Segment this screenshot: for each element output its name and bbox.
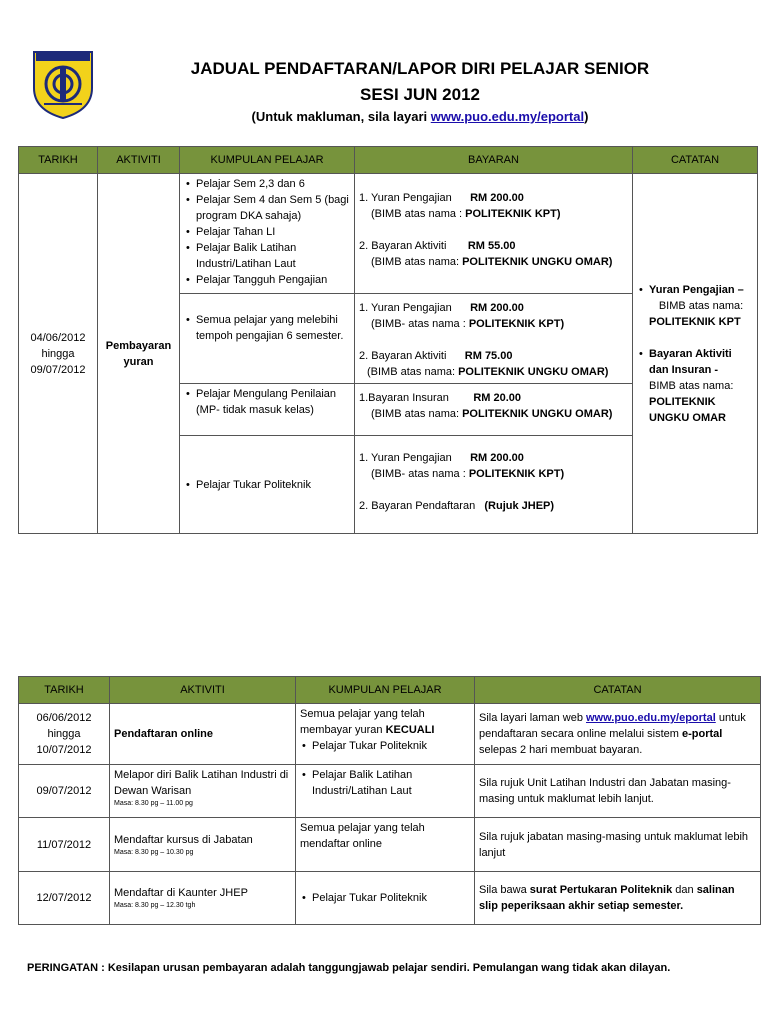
kumpulan-cell: Semua pelajar yang telah mendaftar online bbox=[296, 818, 475, 872]
catatan-bold: surat Pertukaran Politeknik bbox=[529, 884, 673, 896]
catatan-pre: Sila bawa bbox=[479, 884, 530, 896]
list-item: • Pelajar Balik Latihan Industri/Latihan Laut bbox=[312, 767, 470, 799]
payment-item bbox=[359, 390, 628, 406]
payee: POLITEKNIK UNGKU OMAR) bbox=[462, 408, 613, 420]
table-row bbox=[19, 174, 758, 294]
registration-schedule-table bbox=[18, 676, 761, 925]
list-item: • Pelajar Mengulang Penilaian (MP- tidak masuk kelas) bbox=[196, 386, 350, 418]
col-catatan: CATATAN bbox=[633, 147, 758, 174]
bayaran-cell bbox=[355, 294, 633, 384]
table-row bbox=[19, 872, 761, 925]
payment-note bbox=[359, 316, 628, 332]
list-item: • Pelajar Tukar Politeknik bbox=[312, 890, 470, 906]
kumpulan-cell bbox=[296, 872, 475, 925]
payment-note bbox=[359, 364, 628, 380]
payment-item bbox=[359, 238, 628, 254]
payment-label: 1.Bayaran Insuran bbox=[359, 392, 449, 404]
table-row bbox=[19, 818, 761, 872]
col-aktiviti: AKTIVITI bbox=[98, 147, 180, 174]
kumpulan-cell bbox=[180, 384, 355, 436]
catatan-cell: Sila rujuk Unit Latihan Industri dan Jabatan masing-masing untuk maklumat lebih lanjut. bbox=[475, 765, 761, 818]
kumpulan-text bbox=[300, 706, 470, 738]
payment-item bbox=[359, 190, 628, 206]
date-sep: hingga bbox=[41, 347, 75, 360]
note-text: (BIMB- atas nama : bbox=[371, 318, 469, 330]
payment-label: 2. Bayaran Pendaftaran bbox=[359, 500, 476, 512]
payment-amount: RM 75.00 bbox=[464, 350, 513, 362]
note-text: (BIMB atas nama: bbox=[371, 256, 463, 268]
aktiviti-cell bbox=[98, 174, 180, 534]
kumpulan-cell bbox=[296, 765, 475, 818]
payee: POLITEKNIK KPT) bbox=[465, 208, 561, 220]
aktiviti-cell: Pendaftaran online bbox=[110, 704, 296, 765]
payment-label: 2. Bayaran Aktiviti bbox=[359, 240, 447, 252]
kumpulan-exception: KECUALI bbox=[385, 724, 435, 736]
note-text: (BIMB atas nama: bbox=[371, 408, 463, 420]
payment-amount: RM 55.00 bbox=[467, 240, 516, 252]
col-catatan: CATATAN bbox=[475, 677, 761, 704]
tarikh-cell: 11/07/2012 bbox=[19, 818, 110, 872]
payment-note bbox=[359, 466, 628, 482]
payment-item bbox=[359, 348, 628, 364]
info-line bbox=[120, 109, 720, 124]
kumpulan-cell bbox=[180, 436, 355, 534]
tarikh-cell bbox=[19, 174, 98, 534]
payment-amount: RM 20.00 bbox=[473, 392, 522, 404]
info-post: ) bbox=[584, 109, 589, 124]
payment-note bbox=[359, 254, 628, 270]
catatan-title: • Bayaran Aktiviti dan Insuran - bbox=[649, 347, 732, 376]
payee: POLITEKNIK KPT) bbox=[468, 318, 565, 330]
list-item: • Pelajar Tukar Politeknik bbox=[312, 738, 470, 754]
list-item: • Pelajar Sem 2,3 dan 6 bbox=[196, 176, 350, 192]
catatan-pre: Sila layari laman web bbox=[479, 712, 586, 724]
payment-label: 1. Yuran Pengajian bbox=[359, 452, 452, 464]
payee: POLITEKNIK UNGKU OMAR) bbox=[458, 366, 609, 378]
catatan-cell bbox=[633, 174, 758, 534]
aktiviti-cell bbox=[110, 872, 296, 925]
list-item: • Semua pelajar yang melebihi tempoh pengajian 6 semester. bbox=[196, 312, 350, 344]
tarikh-cell: 12/07/2012 bbox=[19, 872, 110, 925]
table-row bbox=[19, 765, 761, 818]
catatan-cell bbox=[475, 704, 761, 765]
tarikh-cell: 09/07/2012 bbox=[19, 765, 110, 818]
catatan-mid: dan bbox=[672, 884, 697, 896]
kumpulan-cell bbox=[180, 294, 355, 384]
catatan-payee: POLITEKNIK UNGKU OMAR bbox=[649, 395, 726, 424]
col-tarikh: TARIKH bbox=[19, 147, 98, 174]
list-item: • Pelajar Sem 4 dan Sem 5 (bagi program DKA sahaja) bbox=[196, 192, 350, 224]
payment-amount: (Rujuk JHEP) bbox=[484, 500, 555, 512]
aktiviti-text: Mendaftar di Kaunter JHEP bbox=[114, 887, 248, 899]
table-row bbox=[19, 704, 761, 765]
col-kumpulan: KUMPULAN PELAJAR bbox=[296, 677, 475, 704]
note-text: (BIMB atas nama: bbox=[367, 366, 459, 378]
catatan-line: BIMB atas nama: bbox=[658, 299, 744, 312]
info-pre: (Untuk makluman, sila layari bbox=[251, 109, 431, 124]
payment-label: 1. Yuran Pengajian bbox=[359, 192, 452, 204]
masa-text: Masa: 8.30 pg – 10.30 pg bbox=[114, 848, 194, 856]
fee-payment-table bbox=[18, 146, 758, 534]
note-text: (BIMB atas nama : bbox=[371, 208, 466, 220]
col-aktiviti: AKTIVITI bbox=[110, 677, 296, 704]
payment-item bbox=[359, 498, 628, 514]
tarikh-cell bbox=[19, 704, 110, 765]
list-item: • Pelajar Tahan LI bbox=[196, 224, 350, 240]
aktiviti-cell bbox=[110, 818, 296, 872]
payment-item bbox=[359, 300, 628, 316]
catatan-mid: untuk pendaftaran secara online melalui sistem bbox=[479, 712, 746, 740]
catatan-payee: POLITEKNIK KPT bbox=[649, 315, 741, 328]
warning-note: PERINGATAN : Kesilapan urusan pembayaran adalah tanggungjawab pelajar sendiri. Pemulangan wang tidak akan dilayan. bbox=[27, 962, 671, 974]
catatan-bold: e-portal bbox=[682, 728, 723, 740]
table-header-row bbox=[19, 677, 761, 704]
kumpulan-cell bbox=[296, 704, 475, 765]
col-bayaran: BAYARAN bbox=[355, 147, 633, 174]
payment-amount: RM 200.00 bbox=[470, 302, 524, 314]
date-start: 06/06/2012 bbox=[36, 712, 92, 724]
payment-label: 2. Bayaran Aktiviti bbox=[359, 350, 447, 362]
politeknik-crest-logo bbox=[30, 48, 96, 120]
aktiviti-cell bbox=[110, 765, 296, 818]
payment-label: 1. Yuran Pengajian bbox=[359, 302, 452, 314]
kumpulan-cell bbox=[180, 174, 355, 294]
date-start: 04/06/2012 bbox=[30, 331, 86, 344]
payee: POLITEKNIK UNGKU OMAR) bbox=[462, 256, 613, 268]
date-end: 10/07/2012 bbox=[36, 744, 92, 756]
payee: POLITEKNIK KPT) bbox=[468, 468, 565, 480]
eportal-link[interactable]: www.puo.edu.my/eportal bbox=[586, 712, 716, 724]
catatan-line: BIMB atas nama: bbox=[649, 379, 734, 392]
payment-amount: RM 200.00 bbox=[470, 192, 524, 204]
masa-text: Masa: 8.30 pg – 11.00 pg bbox=[114, 800, 193, 807]
aktiviti-line1: Pembayaran bbox=[105, 339, 172, 352]
catatan-title: • Yuran Pengajian – bbox=[649, 283, 744, 296]
bayaran-cell bbox=[355, 384, 633, 436]
aktiviti-text: Melapor diri Balik Latihan Industri di Dewan Warisan bbox=[114, 769, 289, 797]
bayaran-cell bbox=[355, 174, 633, 294]
payment-note bbox=[359, 406, 628, 422]
date-sep: hingga bbox=[47, 728, 81, 740]
list-item: • Pelajar Balik Latihan Industri/Latihan Laut bbox=[196, 240, 350, 272]
list-item bbox=[649, 346, 753, 426]
table-header-row bbox=[19, 147, 758, 174]
list-item: • Pelajar Tukar Politeknik bbox=[196, 477, 350, 493]
catatan-cell bbox=[475, 872, 761, 925]
masa-text: Masa: 8.30 pg – 12.30 tgh bbox=[114, 902, 196, 909]
note-text: (BIMB- atas nama : bbox=[371, 468, 469, 480]
kumpulan-plain: Semua pelajar yang telah membayar yuran bbox=[300, 708, 425, 736]
page-title: JADUAL PENDAFTARAN/LAPOR DIRI PELAJAR SENIOR bbox=[190, 59, 650, 78]
aktiviti-line2: yuran bbox=[123, 355, 154, 368]
catatan-cell: Sila rujuk jabatan masing-masing untuk maklumat lebih lanjut bbox=[475, 818, 761, 872]
payment-item bbox=[359, 450, 628, 466]
col-tarikh: TARIKH bbox=[19, 677, 110, 704]
page-subtitle-session: SESI JUN 2012 bbox=[359, 85, 480, 104]
aktiviti-text: Mendaftar kursus di Jabatan bbox=[114, 833, 253, 846]
col-kumpulan: KUMPULAN PELAJAR bbox=[180, 147, 355, 174]
list-item: • Pelajar Tangguh Pengajian bbox=[196, 272, 350, 288]
payment-note bbox=[359, 206, 628, 222]
list-item bbox=[649, 282, 753, 330]
payment-amount: RM 200.00 bbox=[470, 452, 524, 464]
bayaran-cell bbox=[355, 436, 633, 534]
catatan-post: selepas 2 hari membuat bayaran. bbox=[479, 744, 643, 756]
eportal-link[interactable]: www.puo.edu.my/eportal bbox=[430, 109, 585, 124]
date-end: 09/07/2012 bbox=[30, 363, 86, 376]
catatan-bold: salinan slip peperiksaan akhir setiap semester. bbox=[479, 884, 735, 912]
